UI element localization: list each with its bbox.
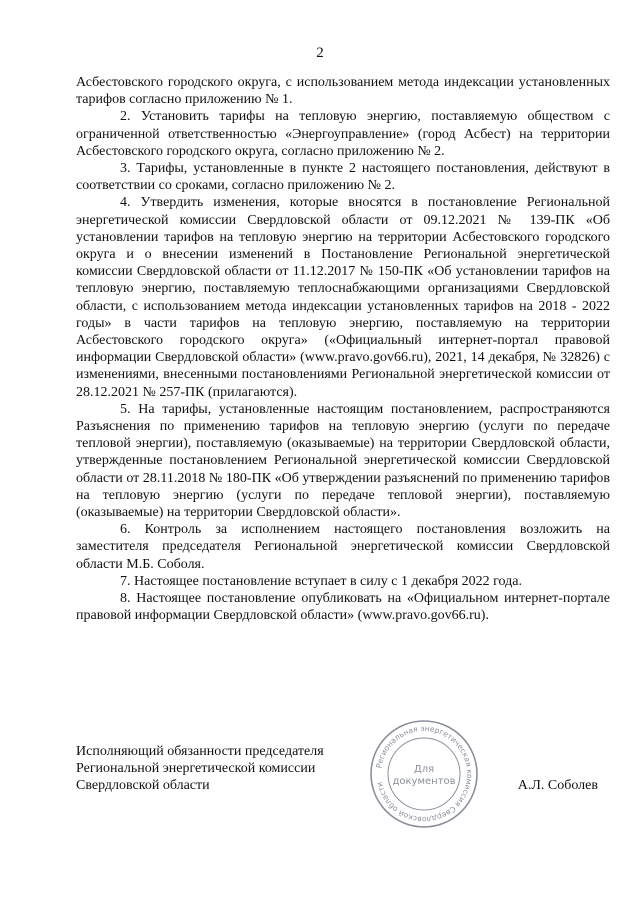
paragraph-item-6: 6. Контроль за исполнением настоящего постановления возложить на заместителя председателя Региональной энергетической комиссии Свердловской области М.Б. Соболя.: [76, 522, 610, 572]
paragraph-item-2: 2. Установить тарифы на тепловую энергию, поставляемую обществом с ограниченной ответственностью «Энергоуправление» (город Асбест) на территории Асбестовского городского округа, согласно приложению № 2.: [76, 109, 610, 159]
document-body: [76, 74, 610, 625]
paragraph-item-7: 7. Настоящее постановление вступает в силу с 1 декабря 2022 года.: [120, 573, 522, 589]
paragraph-item-8: 8. Настоящее постановление опубликовать на «Официальном интернет-портале правовой информации Свердловской области» (www.pravo.gov66.ru).: [76, 591, 610, 624]
stamp-ring-text: Региональная энергетическая комиссия Свердловской области: [374, 723, 475, 825]
paragraph-item-5: 5. На тарифы, установленные настоящим постановлением, распространяются Разъяснения по применению тарифов на тепловую энергию (услуги по передаче тепловой энергии), поставляемую (оказываемые) на территории Свердловской области, утвержденные постановлением Региональной энергетической комиссии Свердловской области от 28.11.2018 № 180-ПК «Об утверждении разъяснений по применению тарифов на тепловую энергию (услуги по передаче тепловой энергии), поставляемую (оказываемые) на территории Свердловской области».: [76, 401, 610, 521]
signatory-position-line: Региональной энергетической комиссии: [76, 761, 316, 777]
stamp-center-line: документов: [392, 776, 456, 787]
stamp-center-line: Для: [413, 764, 435, 775]
page-number: 2: [316, 45, 324, 61]
signatory-position-line: Свердловской области: [76, 778, 210, 794]
paragraph-item-4: 4. Утвердить изменения, которые вносятся в постановление Региональной энергетической комиссии Свердловской области от 09.12.2021 № 139-ПК «Об установлении тарифов на тепловую энергию на территории Асбестовского городского округа и о внесении изменений в Постановление Региональной энергетической комиссии Свердловской области от 11.12.2017 № 150-ПК «Об установлении тарифов на тепловую энергию, поставляемую теплоснабжающими организациями Свердловской области, с использованием метода индексации установленных тарифов на 2018 - 2022 годы» в части тарифов на тепловую энергию, поставляемую на территории Асбестовского городского округа» («Официальный интернет-портал правовой информации Свердловской области» (www.pravo.gov66.ru), 2021, 14 декабря, № 32826) с изменениями, внесенными постановлениями Региональной энергетической комиссии от 28.12.2021 № 257-ПК (прилагаются).: [76, 195, 610, 400]
paragraph-continuation: Асбестовского городского округа, с использованием метода индексации установленных тарифов согласно приложению № 1.: [76, 75, 610, 108]
paragraph-item-3: 3. Тарифы, установленные в пункте 2 настоящего постановления, действуют в соответствии со сроками, согласно приложению № 2.: [76, 161, 610, 194]
signatory-name: А.Л. Соболев: [517, 778, 598, 793]
official-stamp: [368, 718, 480, 830]
signature-block: [76, 743, 610, 795]
signatory-position-line: Исполняющий обязанности председателя: [76, 744, 324, 759]
